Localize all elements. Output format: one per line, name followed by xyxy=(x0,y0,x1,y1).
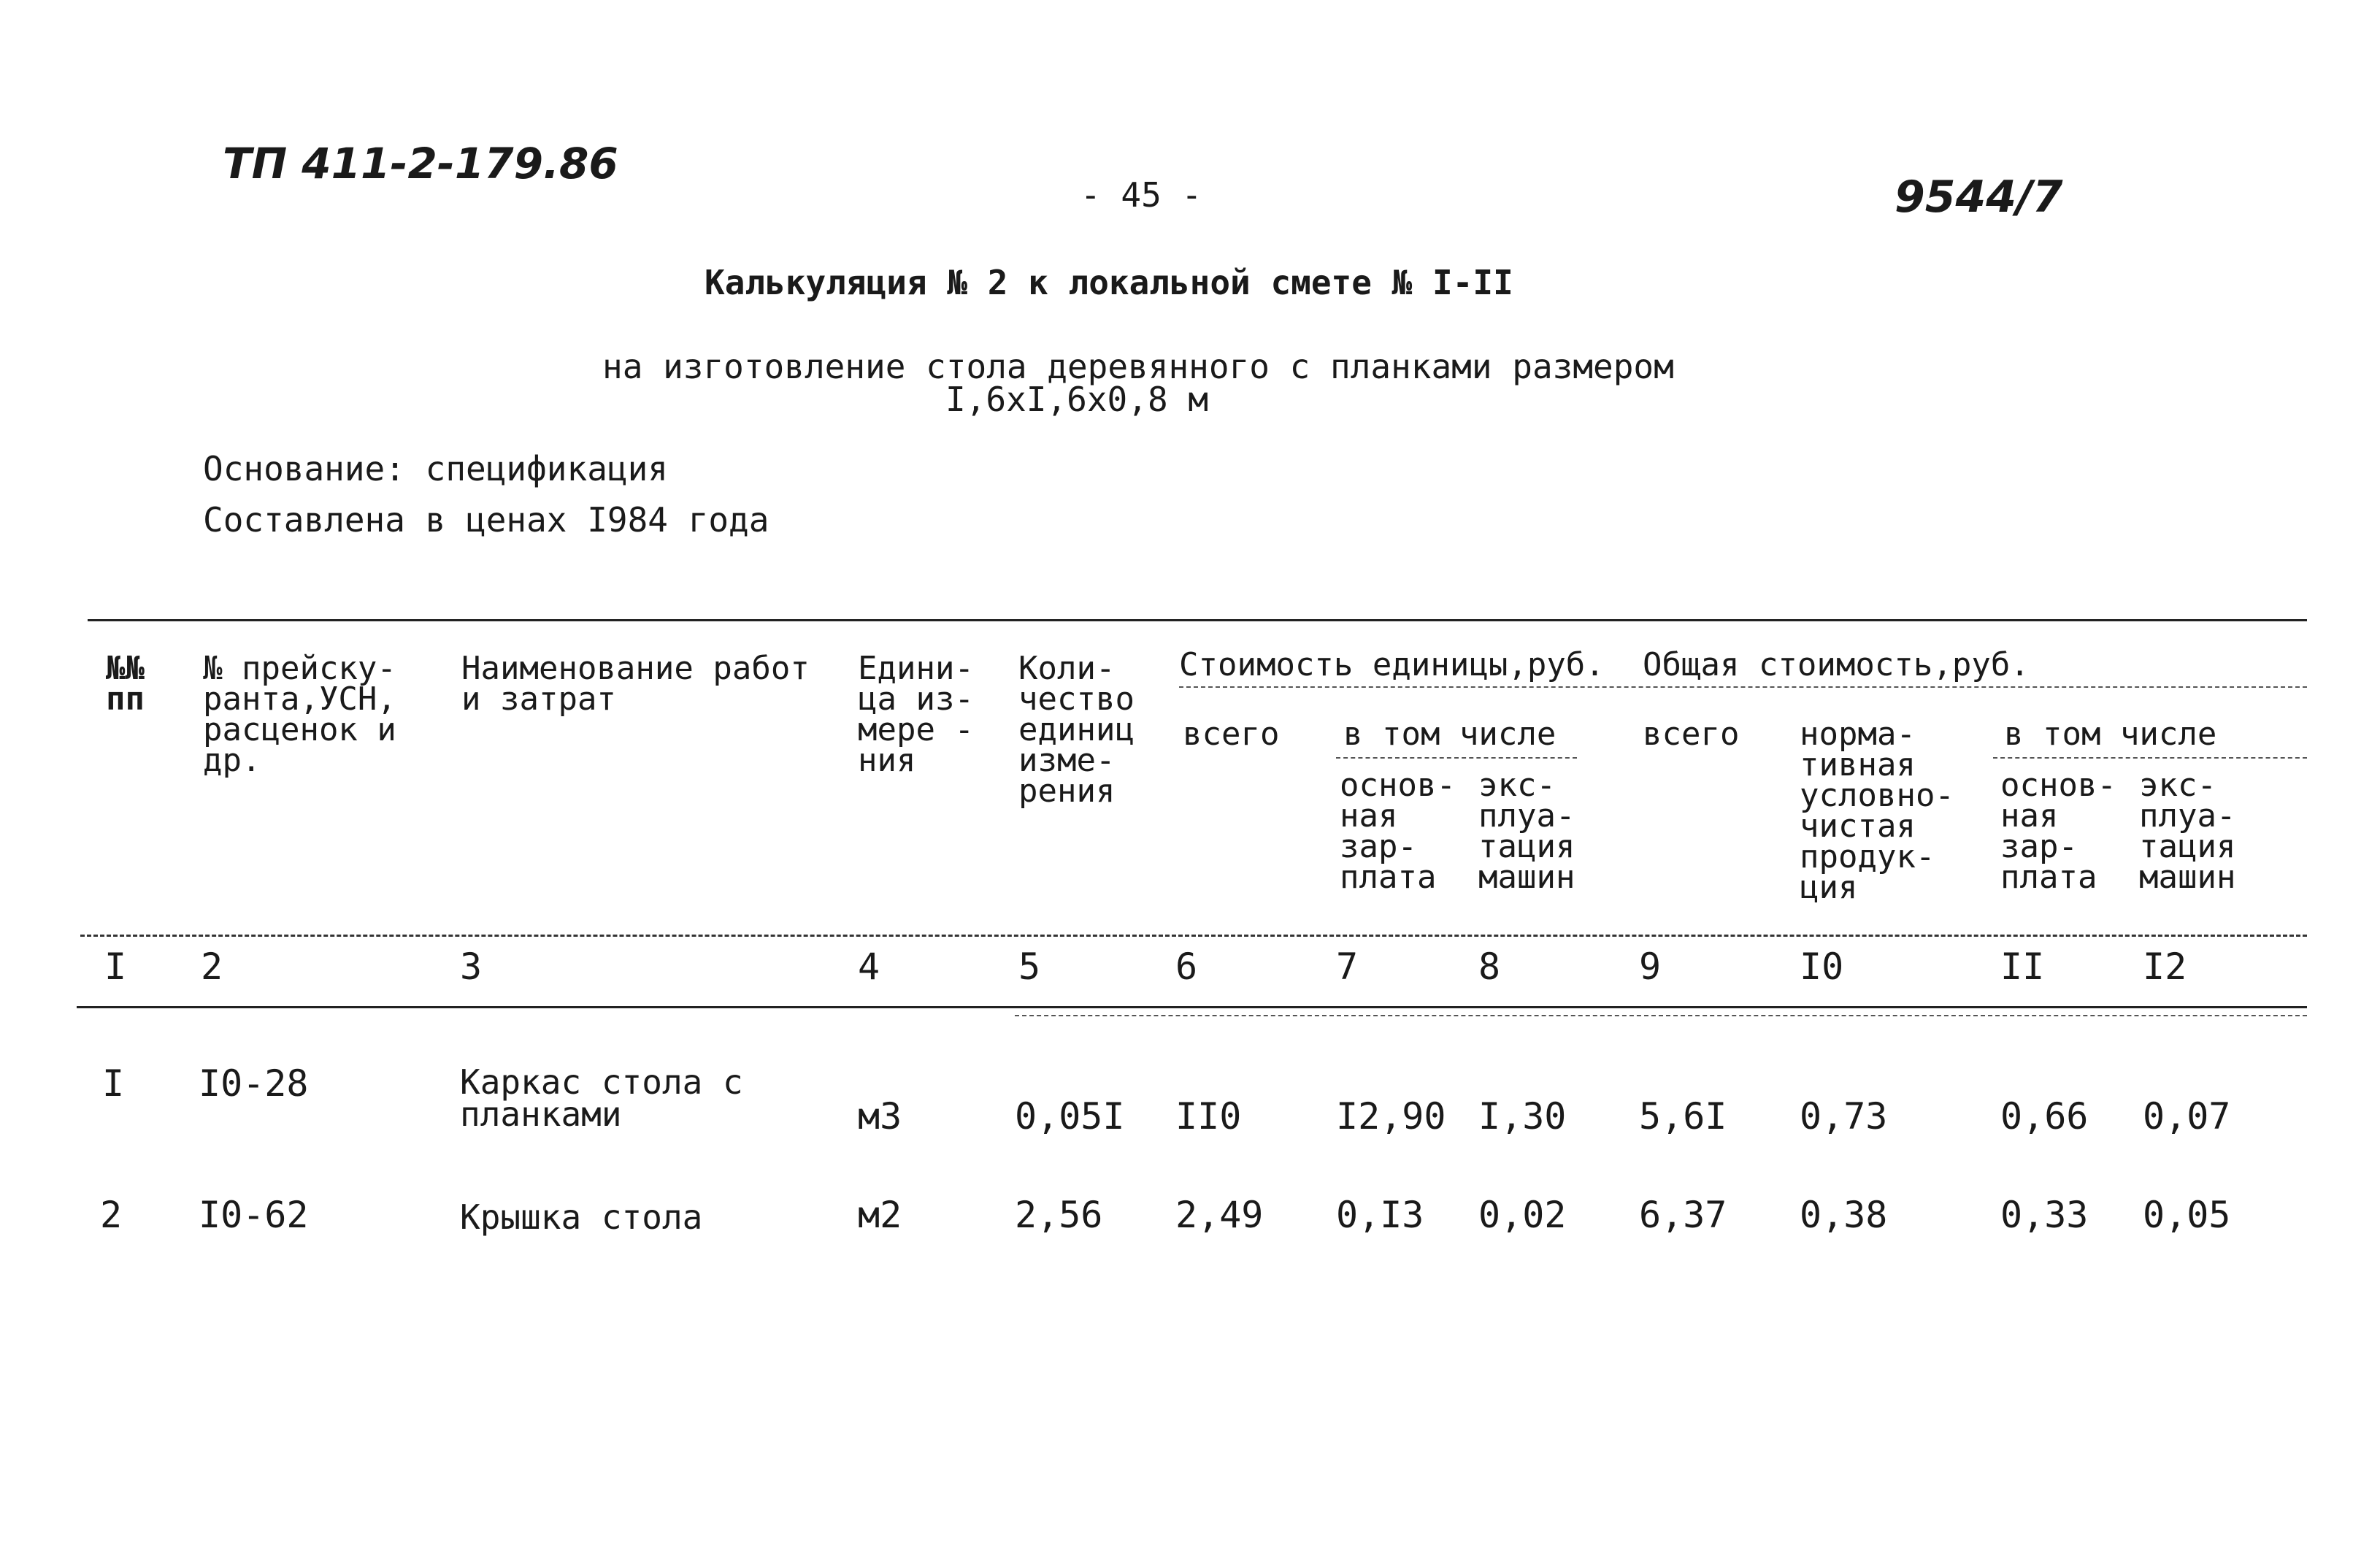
document-code: ТП 411-2-179.86 xyxy=(223,139,618,188)
column-numbers-rule-2 xyxy=(1015,1015,2307,1016)
column-number: I0 xyxy=(1800,946,1844,988)
row-2-number: 2 xyxy=(100,1194,123,1236)
column-number: 7 xyxy=(1336,946,1359,988)
incl-rule-2 xyxy=(1993,757,2307,759)
column-number: I xyxy=(104,946,127,988)
row-2-net-product: 0,38 xyxy=(1800,1194,1888,1236)
header-unit: Едини- ца из- мере - ния xyxy=(858,650,974,779)
header-bottom-rule xyxy=(80,935,2307,937)
row-1-total-wage: 0,66 xyxy=(2000,1095,2089,1138)
row-1-unit-total: II0 xyxy=(1175,1095,1242,1138)
row-1-total-machine: 0,07 xyxy=(2143,1095,2231,1138)
column-number: I2 xyxy=(2143,946,2187,988)
column-number: 5 xyxy=(1018,946,1041,988)
cost-group-rule xyxy=(1179,686,2307,688)
row-1-code: I0-28 xyxy=(199,1062,309,1105)
column-numbers-rule xyxy=(77,1006,2307,1008)
archive-number: 9544/7 xyxy=(1895,172,2063,223)
row-1-quantity: 0,05I xyxy=(1015,1095,1125,1138)
header-incl-total: в том числе xyxy=(2004,716,2217,753)
header-total-cost-group: Общая стоимость,руб. xyxy=(1643,646,2030,683)
column-number: 8 xyxy=(1478,946,1501,988)
row-1-name: Каркас стола с планками xyxy=(460,1062,743,1134)
row-2-name: Крышка стола xyxy=(460,1197,703,1237)
table-top-rule xyxy=(88,619,2307,621)
row-1-number: I xyxy=(102,1062,125,1105)
header-total-wage: основ- ная зар- плата xyxy=(2000,767,2116,896)
header-unit-wage: основ- ная зар- плата xyxy=(1340,767,1456,896)
row-2-total-wage: 0,33 xyxy=(2000,1194,2089,1236)
row-2-total: 6,37 xyxy=(1639,1194,1727,1236)
row-1-total: 5,6I xyxy=(1639,1095,1727,1138)
header-unit-machine: экс- плуа- тация машин xyxy=(1478,767,1575,896)
incl-rule-1 xyxy=(1336,757,1577,759)
header-unit-total: всего xyxy=(1183,716,1280,753)
column-number: 3 xyxy=(460,946,483,988)
row-2-unit: м2 xyxy=(858,1194,902,1236)
header-price-list: № прейску- ранта,УСН, расценок и др. xyxy=(203,650,396,779)
price-base-line: Составлена в ценах I984 года xyxy=(203,500,769,540)
row-1-net-product: 0,73 xyxy=(1800,1095,1888,1138)
row-2-total-machine: 0,05 xyxy=(2143,1194,2231,1236)
basis-line: Основание: спецификация xyxy=(203,449,668,488)
header-total: всего xyxy=(1643,716,1740,753)
header-work-name: Наименование работ и затрат xyxy=(461,650,810,718)
header-row-number: №№ пп xyxy=(106,650,145,718)
row-2-unit-total: 2,49 xyxy=(1175,1194,1264,1236)
header-incl-unit: в том числе xyxy=(1343,716,1556,753)
row-1-unit: м3 xyxy=(858,1095,902,1138)
row-2-unit-wage: 0,I3 xyxy=(1336,1194,1424,1236)
row-1-unit-machine: I,30 xyxy=(1478,1095,1567,1138)
title-dimensions: I,6xI,6x0,8 м xyxy=(945,380,1209,419)
header-net-product: норма- тивная условно- чистая продук- ция xyxy=(1800,716,1954,906)
header-unit-cost-group: Стоимость единицы,руб. xyxy=(1179,646,1605,683)
document-title: Калькуляция № 2 к локальной смете № I-II xyxy=(705,263,1513,302)
row-2-code: I0-62 xyxy=(199,1194,309,1236)
row-1-unit-wage: I2,90 xyxy=(1336,1095,1446,1138)
title-subject: на изготовление стола деревянного с планками размером xyxy=(602,347,1674,386)
row-2-quantity: 2,56 xyxy=(1015,1194,1103,1236)
column-number: 9 xyxy=(1639,946,1662,988)
column-number: 6 xyxy=(1175,946,1198,988)
column-number: II xyxy=(2000,946,2045,988)
page-number: - 45 - xyxy=(1080,175,1202,215)
header-total-machine: экс- плуа- тация машин xyxy=(2139,767,2236,896)
header-quantity: Коли- чество единиц изме- рения xyxy=(1018,650,1135,810)
column-number: 2 xyxy=(201,946,223,988)
column-number: 4 xyxy=(858,946,880,988)
row-2-unit-machine: 0,02 xyxy=(1478,1194,1567,1236)
